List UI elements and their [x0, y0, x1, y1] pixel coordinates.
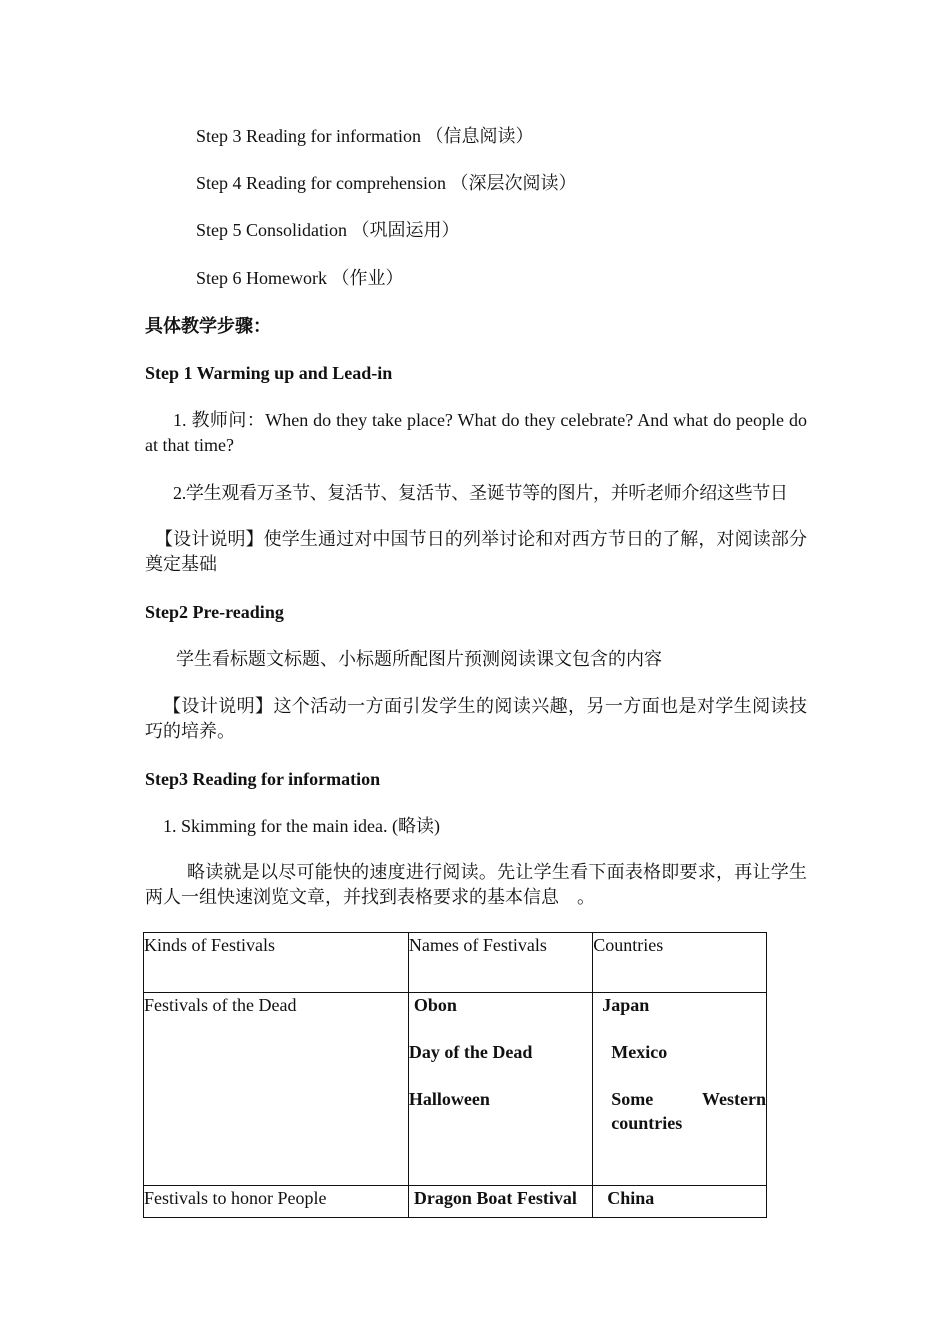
country-name-multiline [593, 1087, 766, 1135]
step1-item1: 1. 教师问：When do they take place? What do they celebrate? And what do people do at that time? [145, 410, 807, 455]
country-name: China [607, 1188, 655, 1208]
table-cell-names [408, 993, 592, 1186]
country-word: Some [611, 1089, 654, 1109]
step-3-item: Step 3 Reading for information （信息阅读） [196, 126, 534, 146]
country-line: countries [611, 1113, 683, 1133]
step-6-item: Step 6 Homework （作业） [196, 268, 404, 288]
step-4-item: Step 4 Reading for comprehension （深层次阅读） [196, 173, 577, 193]
festival-name: Obon [413, 995, 457, 1015]
table-cell-kind: Festivals of the Dead [144, 993, 409, 1186]
section-heading: 具体教学步骤： [145, 316, 271, 336]
table-header-row [144, 933, 767, 993]
table-row [144, 993, 767, 1186]
country-name: Japan [602, 995, 650, 1015]
festival-name: Dragon Boat Festival [413, 1188, 577, 1208]
country-word: Western [702, 1089, 766, 1109]
table-header-cell: Countries [593, 933, 767, 993]
table-row [144, 1186, 767, 1218]
step2-heading: Step2 Pre-reading [145, 602, 284, 622]
table-cell-kind: Festivals to honor People [144, 1186, 409, 1218]
step3-heading: Step3 Reading for information [145, 769, 381, 789]
table-header-cell: Kinds of Festivals [144, 933, 409, 993]
table-header-cell: Names of Festivals [408, 933, 592, 993]
step1-heading: Step 1 Warming up and Lead-in [145, 363, 393, 383]
step3-paragraph: 略读就是以尽可能快的速度进行阅读。先让学生看下面表格即要求，再让学生两人一组快速浏览文章，并找到表格要求的基本信息 。 [145, 862, 807, 907]
festival-name: Halloween [408, 1089, 490, 1109]
step2-activity: 学生看标题文标题、小标题所配图片预测阅读课文包含的内容 [176, 649, 662, 669]
step3-item1: 1. Skimming for the main idea. (略读) [163, 816, 440, 836]
table-cell-countries [593, 1186, 767, 1218]
country-name: Mexico [611, 1042, 668, 1062]
step2-design-note: 【设计说明】这个活动一方面引发学生的阅读兴趣，另一方面也是对学生阅读技巧的培养。 [145, 696, 807, 741]
country-line [611, 1087, 766, 1111]
step-5-item: Step 5 Consolidation （巩固运用） [196, 220, 460, 240]
step1-item2: 2.学生观看万圣节、复活节、复活节、圣诞节等的图片，并听老师介绍这些节日 [173, 483, 788, 503]
table-cell-names [408, 1186, 592, 1218]
festivals-table [143, 932, 767, 1218]
table-cell-countries [593, 993, 767, 1186]
festival-name: Day of the Dead [408, 1042, 533, 1062]
step1-design-note: 【设计说明】使学生通过对中国节日的列举讨论和对西方节日的了解，对阅读部分奠定基础 [145, 529, 807, 574]
